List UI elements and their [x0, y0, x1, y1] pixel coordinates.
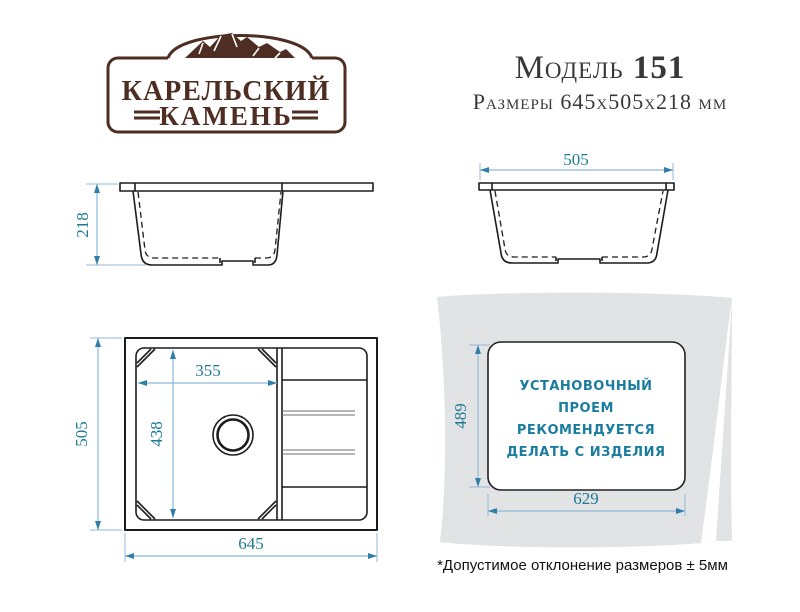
drain-inner-circle — [218, 420, 249, 451]
brand-name-line1: КАРЕЛЬСКИЙ — [121, 76, 331, 107]
plan-width-dim-label: 645 — [238, 534, 264, 553]
model-number: 151 — [632, 50, 686, 86]
plan-depth-dim-label: 505 — [72, 421, 91, 447]
cutout-opening — [488, 342, 685, 490]
bowl-depth-dim-label: 438 — [147, 421, 166, 447]
title-block — [440, 50, 760, 115]
model-word: Модель — [514, 50, 624, 86]
side-view-drawing — [425, 150, 725, 285]
plan-width-dimension — [125, 533, 377, 562]
front-height-dimension — [73, 184, 146, 265]
cutout-note-line4: ДЕЛАТЬ С ИЗДЕЛИЯ — [506, 445, 666, 460]
top-view-drawing — [72, 325, 400, 570]
plan-depth-dimension — [72, 338, 122, 530]
brand-logo — [90, 20, 360, 138]
bowl-depth-dimension — [147, 350, 173, 518]
brand-name-line2: КАМЕНЬ — [159, 101, 293, 131]
cutout-note-line3: РЕКОМЕНДУЕТСЯ — [516, 423, 656, 438]
bowl-width-dim-label: 355 — [195, 361, 221, 380]
cutout-width-dim-label: 629 — [573, 489, 599, 508]
side-width-dimension — [480, 150, 673, 180]
front-height-dim-label: 218 — [73, 212, 92, 238]
front-view-drawing — [70, 155, 400, 285]
cutout-diagram — [415, 285, 750, 560]
model-title — [440, 50, 760, 87]
cutout-note-line1: УСТАНОВОЧНЫЙ — [519, 379, 653, 394]
dimensions-subtitle: Размеры 645х505х218 мм — [472, 89, 728, 114]
sink-front-profile — [120, 183, 373, 265]
drain-outer-circle — [213, 415, 253, 455]
cutout-depth-dim-label: 489 — [451, 403, 470, 429]
bowl-width-dimension — [138, 361, 277, 383]
cutout-note-line2: ПРОЕМ — [558, 401, 614, 416]
side-width-dim-label: 505 — [563, 150, 589, 169]
sink-side-profile — [479, 183, 674, 263]
tolerance-footnote: *Допустимое отклонение размеров ± 5мм — [437, 557, 728, 574]
drainboard-ridges — [282, 411, 355, 454]
